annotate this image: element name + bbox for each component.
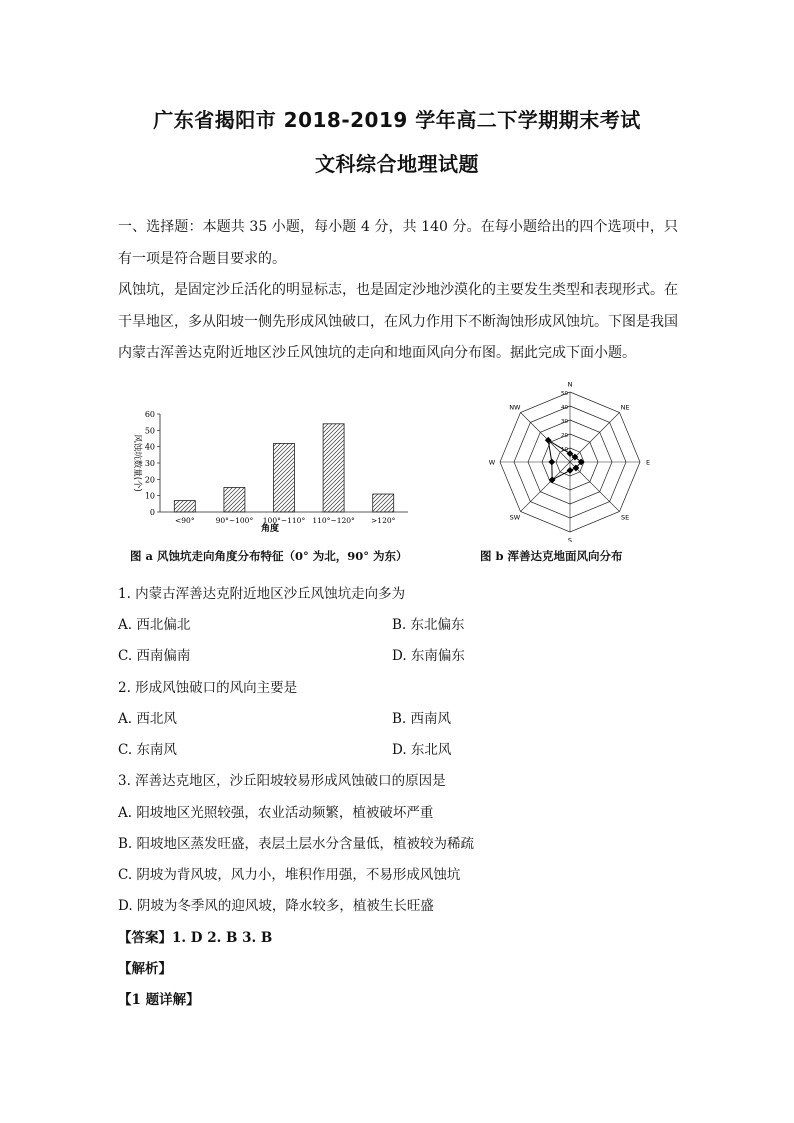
question-2-stem: 2. 形成风蚀破口的风向主要是 [118,680,298,696]
question-1-option-c: C. 西南偏南 [118,648,191,664]
y-tick-label: 60 [144,410,155,419]
question-1-option-d: D. 东南偏东 [392,648,465,664]
document-title: 广东省揭阳市 2018-2019 学年高二下学期期末考试 [153,108,641,132]
bar [323,424,344,512]
x-axis-title: 角度 [260,524,280,534]
ring-label: 40 [561,405,568,411]
direction-label: W [488,458,496,467]
question-1-detail-heading: 【1 题详解】 [118,992,200,1008]
direction-label: N [567,382,573,389]
direction-label: SE [621,513,630,522]
x-tick-label: >120° [371,516,396,525]
question-1-option-a: A. 西北偏北 [118,617,191,633]
y-tick-label: 30 [144,459,155,468]
direction-label: S [567,536,573,542]
radar-chart-wind-direction [478,382,658,542]
ring-label: 30 [561,419,568,425]
bar [274,443,295,512]
y-tick-label: 0 [149,508,155,517]
question-3-stem: 3. 浑善达克地区，沙丘阳坡较易形成风蚀破口的原因是 [118,773,446,789]
answer-line: 【答案】1. D 2. B 3. B [118,930,273,946]
instruction-paragraph: 一、选择题：本题共 35 小题，每小题 4 分，共 140 分。在每小题给出的四个选项中，只有一项是符合题目要求的。 [118,219,678,267]
question-3-option-d: D. 阴坡为冬季风的迎风坡，降水较多，植被生长旺盛 [118,898,434,914]
question-1-option-b: B. 东北偏东 [392,617,465,633]
question-2-option-b: B. 西南风 [392,711,452,727]
question-2-option-a: A. 西北风 [118,711,177,727]
bar [373,494,394,512]
figure-b-caption: 图 b 浑善达克地面风向分布 [480,549,623,563]
question-2-option-c: C. 东南风 [118,742,177,758]
wind-frequency-point [567,467,574,474]
bar [174,501,195,512]
question-3-option-a: A. 阳坡地区光照较强，农业活动频繁，植被破坏严重 [118,805,434,821]
direction-label: SW [509,513,521,522]
x-tick-label: 90°~100° [215,516,254,525]
question-3-option-c: C. 阴坡为背风坡，风力小，堆积作用强，不易形成风蚀坑 [118,867,461,883]
ring-label: 50 [561,391,568,397]
y-tick-label: 10 [144,491,155,501]
question-1-stem: 1. 内蒙古浑善达克附近地区沙丘风蚀坑走向多为 [118,586,406,602]
y-tick-label: 40 [144,442,155,452]
y-axis-title: 风蚀坑数量(个) [132,434,142,492]
figure-a-caption: 图 a 风蚀坑走向角度分布特征（0° 为北，90° 为东） [130,549,408,563]
passage-paragraph: 风蚀坑，是固定沙丘活化的明显标志，也是固定沙地沙漠化的主要发生类型和表现形式。在干旱地区，多从阳坡一侧先形成风蚀破口，在风力作用下不断淘蚀形成风蚀坑。下图是我国内蒙古浑善达克附近地区沙丘风蚀坑的走向和地面风向分布图。据此完成下面小题。 [118,282,678,361]
direction-label: NW [509,403,521,412]
x-tick-label: 100°~110° [262,516,306,525]
document-subtitle: 文科综合地理试题 [315,152,479,176]
y-tick-label: 50 [144,426,155,436]
direction-label: E [645,458,651,467]
direction-label: NE [620,403,630,412]
x-tick-label: <90° [175,516,195,525]
wind-frequency-point [548,459,555,466]
bar-chart-wind-pit-angle [118,398,424,534]
x-tick-label: 110°~120° [312,516,355,525]
question-3-option-b: B. 阳坡地区蒸发旺盛，表层土层水分含量低，植被较为稀疏 [118,836,475,852]
ring-label: 20 [561,433,568,439]
ring-label: 10 [561,447,568,453]
y-tick-label: 20 [144,475,155,485]
bar [224,488,245,513]
analysis-heading: 【解析】 [118,961,172,977]
question-2-option-d: D. 东北风 [392,742,452,758]
